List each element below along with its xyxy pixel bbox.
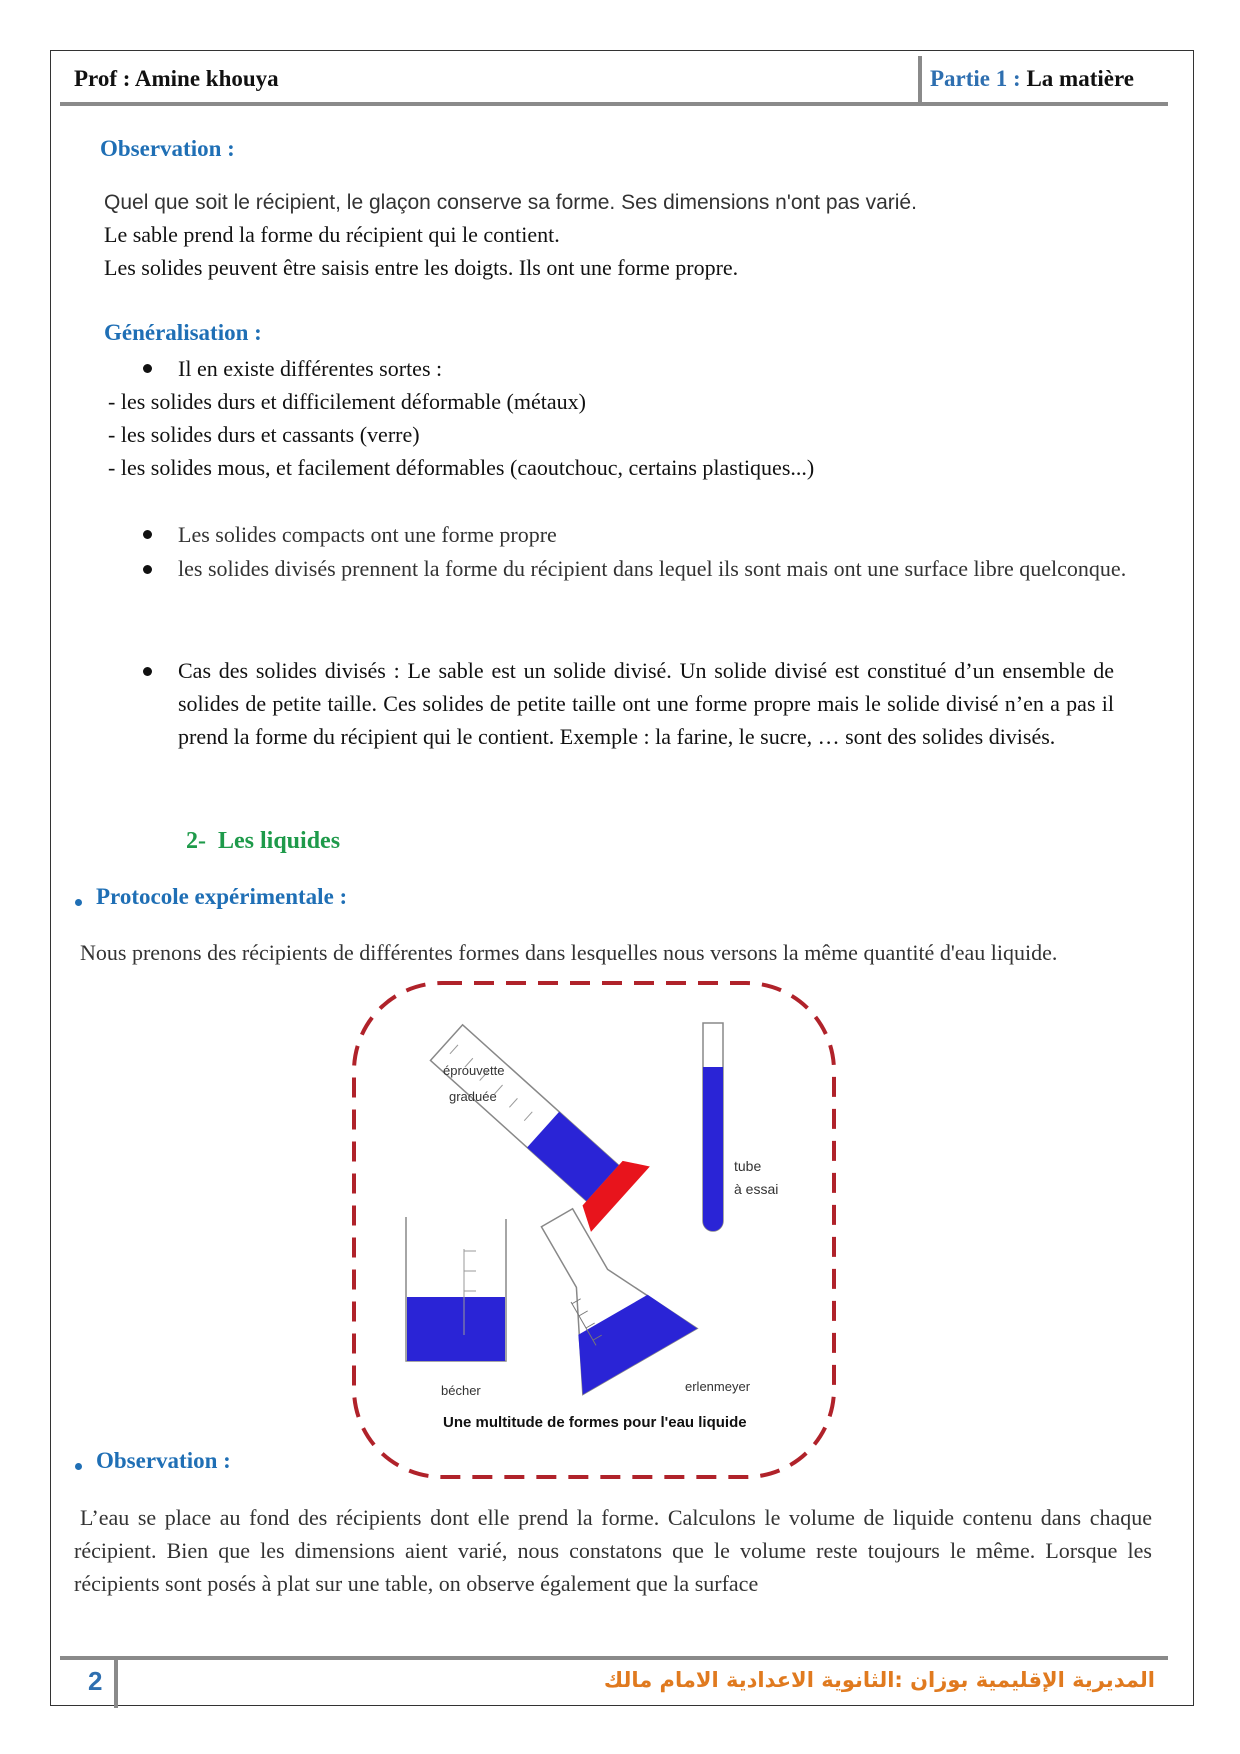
protocol-text: Nous prenons des récipients de différentes formes dans lesquelles nous versons la même quantité d'eau liquide.	[80, 940, 1058, 965]
footer-rule	[60, 1656, 1168, 1660]
list-item: - les solides durs et cassants (verre)	[108, 422, 420, 447]
observation-2-heading: Observation :	[96, 1448, 231, 1473]
test-tube-icon	[703, 1023, 723, 1231]
figure-caption: Une multitude de formes pour l'eau liquide	[443, 1414, 747, 1431]
compact-solids-text: Les solides compacts ont une forme propre	[178, 522, 557, 547]
graduated-cylinder-icon	[417, 1010, 650, 1232]
header-rule	[60, 102, 1168, 106]
bullet-icon	[75, 899, 82, 906]
part-name: La matière	[1026, 66, 1134, 91]
label-eprouvette: éprouvette	[443, 1063, 505, 1078]
observation-heading: Observation :	[100, 136, 235, 161]
section-number: 2-	[186, 828, 206, 854]
label-becher: bécher	[441, 1383, 481, 1398]
generalisation-bullet: Il en existe différentes sortes :	[178, 356, 443, 381]
protocol-heading: Protocole expérimentale :	[96, 884, 348, 909]
bullet-icon	[143, 530, 152, 539]
divided-solids-case: Cas des solides divisés : Le sable est un solide divisé. Un solide divisé est constitué d’un ensemble de solides de petite taille. Ces solides de petite taille ont une forme propre mais le solide divisé n’en a pas il prend la forme du récipient qui le contient. Exemple : la farine, le sucre, … sont des solides divisés.	[178, 658, 1114, 749]
footer-divider	[114, 1660, 118, 1708]
generalisation-heading: Généralisation :	[104, 320, 262, 345]
school-name: المديرية الإقليمية بوزان :الثانوية الاعدادية الامام مالك	[603, 1668, 1155, 1692]
observation-line-2: Le sable prend la forme du récipient qui le contient.	[104, 222, 560, 247]
bullet-icon	[143, 364, 152, 373]
beaker-icon	[406, 1217, 506, 1361]
part-prefix: Partie 1 :	[930, 66, 1021, 91]
bullet-icon	[143, 667, 152, 676]
observation-line-3: Les solides peuvent être saisis entre les doigts. Ils ont une forme propre.	[104, 255, 739, 280]
section-title: Les liquides	[218, 828, 341, 854]
label-essai: à essai	[734, 1181, 779, 1197]
containers-figure	[350, 975, 840, 1485]
bullet-icon	[143, 565, 152, 574]
observation-2-text: L’eau se place au fond des récipients dont elle prend la forme. Calculons le volume de liquide contenu dans chaque récipient. Bien que les dimensions aient varié, nous constatons que le volume reste toujours le même. Lorsque les récipients sont posés à plat sur une table, on observe également que la surface	[74, 1505, 1152, 1596]
author-label: Prof : Amine khouya	[74, 66, 279, 91]
divided-solids-text: les solides divisés prennent la forme du récipient dans lequel ils sont mais ont une surface libre quelconque.	[178, 556, 1127, 581]
label-graduee: graduée	[449, 1089, 497, 1104]
section-2-heading	[186, 828, 340, 855]
list-item: - les solides mous, et facilement déformables (caoutchouc, certains plastiques...)	[108, 455, 815, 480]
part-title	[930, 66, 1134, 92]
header-divider	[918, 56, 922, 106]
observation-line-1: Quel que soit le récipient, le glaçon conserve sa forme. Ses dimensions n'ont pas varié.	[104, 191, 917, 214]
list-item: - les solides durs et difficilement déformable (métaux)	[108, 389, 586, 414]
label-tube: tube	[734, 1158, 762, 1174]
page-number: 2	[88, 1666, 103, 1696]
bullet-icon	[75, 1463, 82, 1470]
label-erlenmeyer: erlenmeyer	[685, 1379, 751, 1394]
